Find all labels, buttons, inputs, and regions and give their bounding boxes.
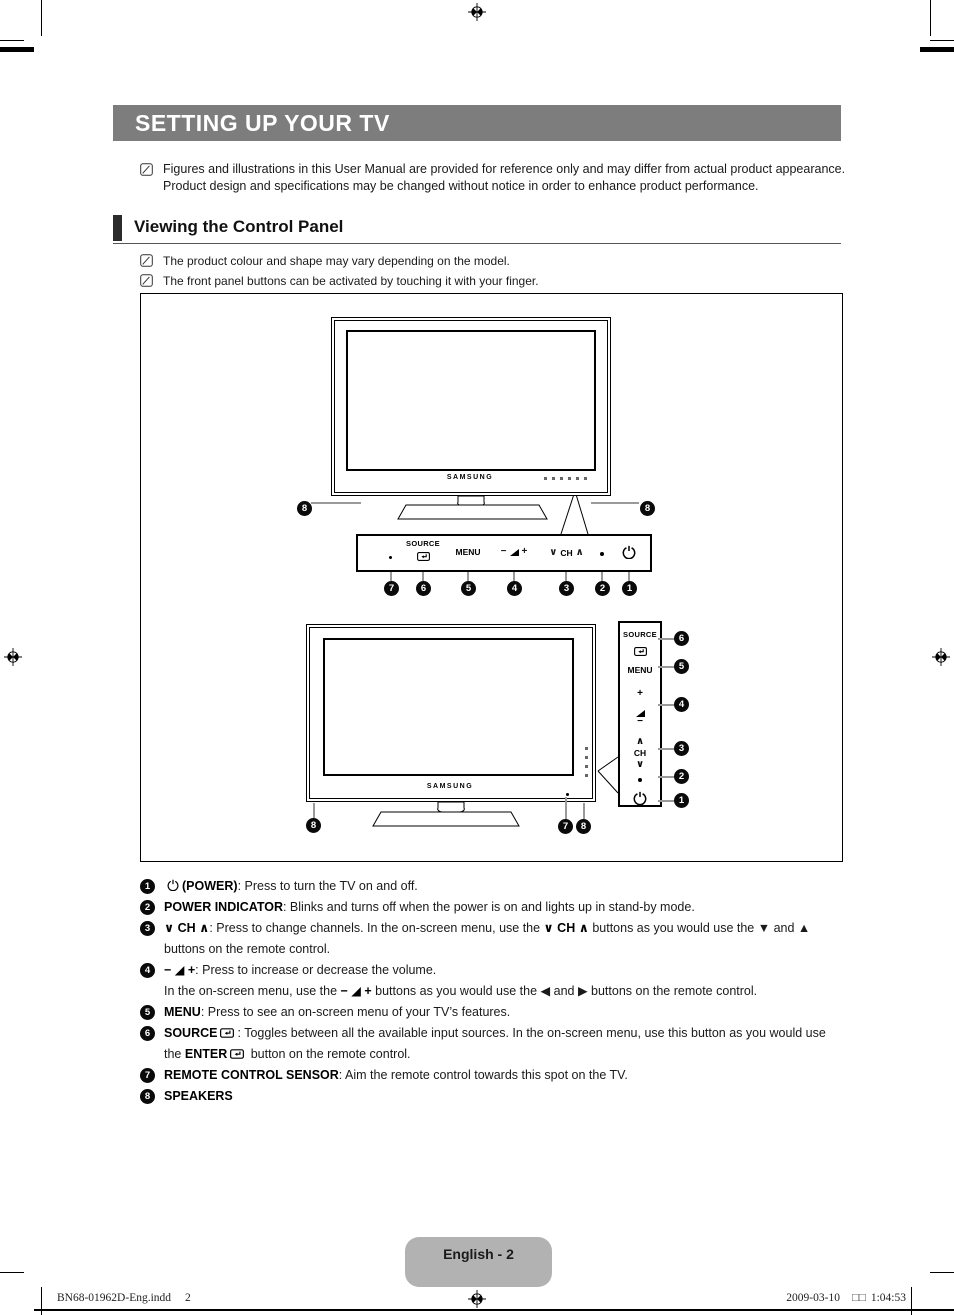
callout-line <box>422 572 424 581</box>
legend-item-power-indicator: 2 POWER INDICATOR: Blinks and turns off when the power is on and lights up in stand-by mode. <box>140 897 842 918</box>
crop-mark <box>0 47 34 52</box>
crop-mark <box>0 40 24 41</box>
channel-down-chevron: ∨ <box>549 547 558 558</box>
legend-item-volume: 4 − ◢ +: Press to increase or decrease the volume. In the on-screen menu, use the − ◢ + buttons as you would use the ◀ and ▶ buttons on the remote control. <box>140 960 842 1002</box>
power-indicator-dot <box>600 552 604 556</box>
legend-number: 1 <box>140 879 155 894</box>
imprint-file: BN68-01962D-Eng.indd <box>57 1292 172 1304</box>
legend-number: 5 <box>140 1005 155 1020</box>
side-control-panel <box>618 621 662 807</box>
channel-up-chevron: ∧ <box>575 547 584 558</box>
imprint-left <box>57 1292 191 1304</box>
legend-item-remote-sensor: 7 REMOTE CONTROL SENSOR: Aim the remote control towards this spot on the TV. <box>140 1065 842 1086</box>
power-indicator-dot <box>638 778 642 782</box>
volume-buttons <box>492 544 536 560</box>
legend-number: 6 <box>140 1026 155 1041</box>
enter-icon <box>220 1028 234 1038</box>
legend-item-speakers: 8 SPEAKERS <box>140 1086 842 1107</box>
legend-item-power: 1 (POWER): Press to turn the TV on and off. <box>140 876 842 897</box>
enter-icon <box>417 552 430 561</box>
legend-number: 7 <box>140 1068 155 1083</box>
page-title: SETTING UP YOUR TV <box>113 105 841 141</box>
note-pencil-icon <box>140 254 153 267</box>
enter-icon <box>230 1049 244 1059</box>
registration-mark-icon <box>468 3 486 21</box>
callout-3-channel: 3 <box>559 581 574 596</box>
menu-button: MENU <box>455 547 481 557</box>
legend-item-source: 6 SOURCE : Toggles between all the available input sources. In the on-screen menu, use this button as you would use the ENTER button on the remote control. <box>140 1023 842 1065</box>
callout-4-volume: 4 <box>507 581 522 596</box>
tv-screen-2 <box>323 638 574 776</box>
crop-mark <box>41 0 42 36</box>
note-pencil-icon <box>140 274 153 287</box>
page-edge-line <box>34 1309 954 1311</box>
imprint-time: 1:04:53 <box>870 1292 906 1304</box>
callout-line <box>591 502 639 504</box>
channel-up-chevron: ∧ <box>635 736 645 747</box>
channel-down-chevron: ∨ <box>635 759 645 770</box>
intro-note-line1: Figures and illustrations in this User Manual are provided for reference only and may differ from actual product appearance. <box>163 162 846 176</box>
crop-mark <box>0 1272 24 1273</box>
callout-line <box>658 800 674 802</box>
legend-item-channel: 3 ∨ CH ∧: Press to change channels. In the on-screen menu, use the ∨ CH ∧ buttons as you would use the ▼ and ▲ buttons on the remote control. <box>140 918 842 960</box>
callout-line <box>658 704 674 706</box>
callout-line <box>390 572 392 581</box>
callout-6-source: 6 <box>674 631 689 646</box>
legend-number: 3 <box>140 921 155 936</box>
callout-line <box>513 572 515 581</box>
power-icon <box>622 545 636 559</box>
control-panel-diagram <box>140 293 843 862</box>
callout-8-speaker-left: 8 <box>297 501 312 516</box>
callout-1-power: 1 <box>622 581 637 596</box>
imprint-right <box>786 1292 906 1304</box>
source-label: SOURCE <box>406 539 440 548</box>
callout-5-menu: 5 <box>461 581 476 596</box>
callout-6-source: 6 <box>416 581 431 596</box>
legend-item-volume-line2: In the on-screen menu, use the − ◢ + buttons as you would use the ◀ and ▶ buttons on the remote control. <box>164 984 758 998</box>
channel-label: CH <box>560 548 573 558</box>
callout-line <box>658 748 674 750</box>
callout-line <box>583 803 585 819</box>
callout-line <box>601 572 603 581</box>
callout-8-speaker-left: 8 <box>306 818 321 833</box>
callout-5-menu: 5 <box>674 659 689 674</box>
imprint-date: 2009-03-10 <box>786 1292 840 1304</box>
callout-2-indicator: 2 <box>595 581 610 596</box>
samsung-logo: SAMSUNG <box>426 783 474 790</box>
legend-number: 2 <box>140 900 155 915</box>
volume-minus: − <box>637 716 643 727</box>
note-touch-buttons: The front panel buttons can be activated by touching it with your finger. <box>163 274 539 288</box>
registration-mark-icon <box>468 1290 486 1308</box>
callout-line <box>565 572 567 581</box>
samsung-logo: SAMSUNG <box>446 474 494 481</box>
callout-3-channel: 3 <box>674 741 689 756</box>
source-label: SOURCE <box>623 630 657 639</box>
callout-line <box>658 776 674 778</box>
callout-1-power: 1 <box>674 793 689 808</box>
callout-7-sensor: 7 <box>384 581 399 596</box>
callout-8-speaker-right: 8 <box>576 819 591 834</box>
volume-wedge-icon <box>510 549 519 556</box>
section-title: Viewing the Control Panel <box>134 217 344 236</box>
channel-label: CH <box>633 748 647 758</box>
callout-line <box>467 572 469 581</box>
remote-sensor-dot <box>389 556 392 559</box>
section-rule <box>113 243 841 244</box>
intro-note-line2: Product design and specifications may be changed without notice in order to enhance product performance. <box>163 178 759 193</box>
legend-number: 4 <box>140 963 155 978</box>
callout-line <box>628 572 630 581</box>
source-button <box>403 539 443 566</box>
intro-note <box>163 161 853 194</box>
callout-line <box>313 803 315 818</box>
section-marker <box>113 215 122 241</box>
callout-line <box>658 638 674 640</box>
volume-plus: + <box>521 546 528 557</box>
tv-screen <box>346 330 596 471</box>
bezel-control-glyphs <box>585 741 588 777</box>
callout-line <box>311 502 361 504</box>
menu-button: MENU <box>627 665 653 675</box>
callout-line <box>565 797 567 819</box>
page-number-tab: English - 2 <box>405 1237 552 1287</box>
crop-mark <box>930 40 954 41</box>
crop-mark <box>930 0 931 36</box>
power-icon <box>633 791 647 805</box>
enter-icon-holder <box>620 643 660 661</box>
enter-icon <box>634 647 647 656</box>
remote-sensor-dot <box>566 793 569 796</box>
crop-mark <box>930 1272 954 1273</box>
volume-plus: + <box>637 688 643 699</box>
registration-mark-icon <box>932 648 950 666</box>
note-pencil-icon <box>140 163 153 176</box>
callout-8-speaker-right: 8 <box>640 501 655 516</box>
callout-4-volume: 4 <box>674 697 689 712</box>
registration-mark-icon <box>4 648 22 666</box>
legend-number: 8 <box>140 1089 155 1104</box>
bottom-control-panel <box>356 534 652 572</box>
channel-buttons <box>544 545 589 561</box>
imprint-missing-glyphs: □□ <box>851 1292 866 1304</box>
imprint-page: 2 <box>185 1292 191 1304</box>
legend-list <box>140 876 842 1107</box>
callout-7-sensor: 7 <box>558 819 573 834</box>
volume-minus: − <box>500 546 507 557</box>
power-icon <box>167 879 179 891</box>
legend-item-menu: 5 MENU: Press to see an on-screen menu of your TV’s features. <box>140 1002 842 1023</box>
note-model-variation: The product colour and shape may vary depending on the model. <box>163 254 510 268</box>
callout-2-indicator: 2 <box>674 769 689 784</box>
callout-line <box>658 666 674 668</box>
bezel-control-glyphs <box>544 477 592 480</box>
crop-mark <box>920 47 954 52</box>
